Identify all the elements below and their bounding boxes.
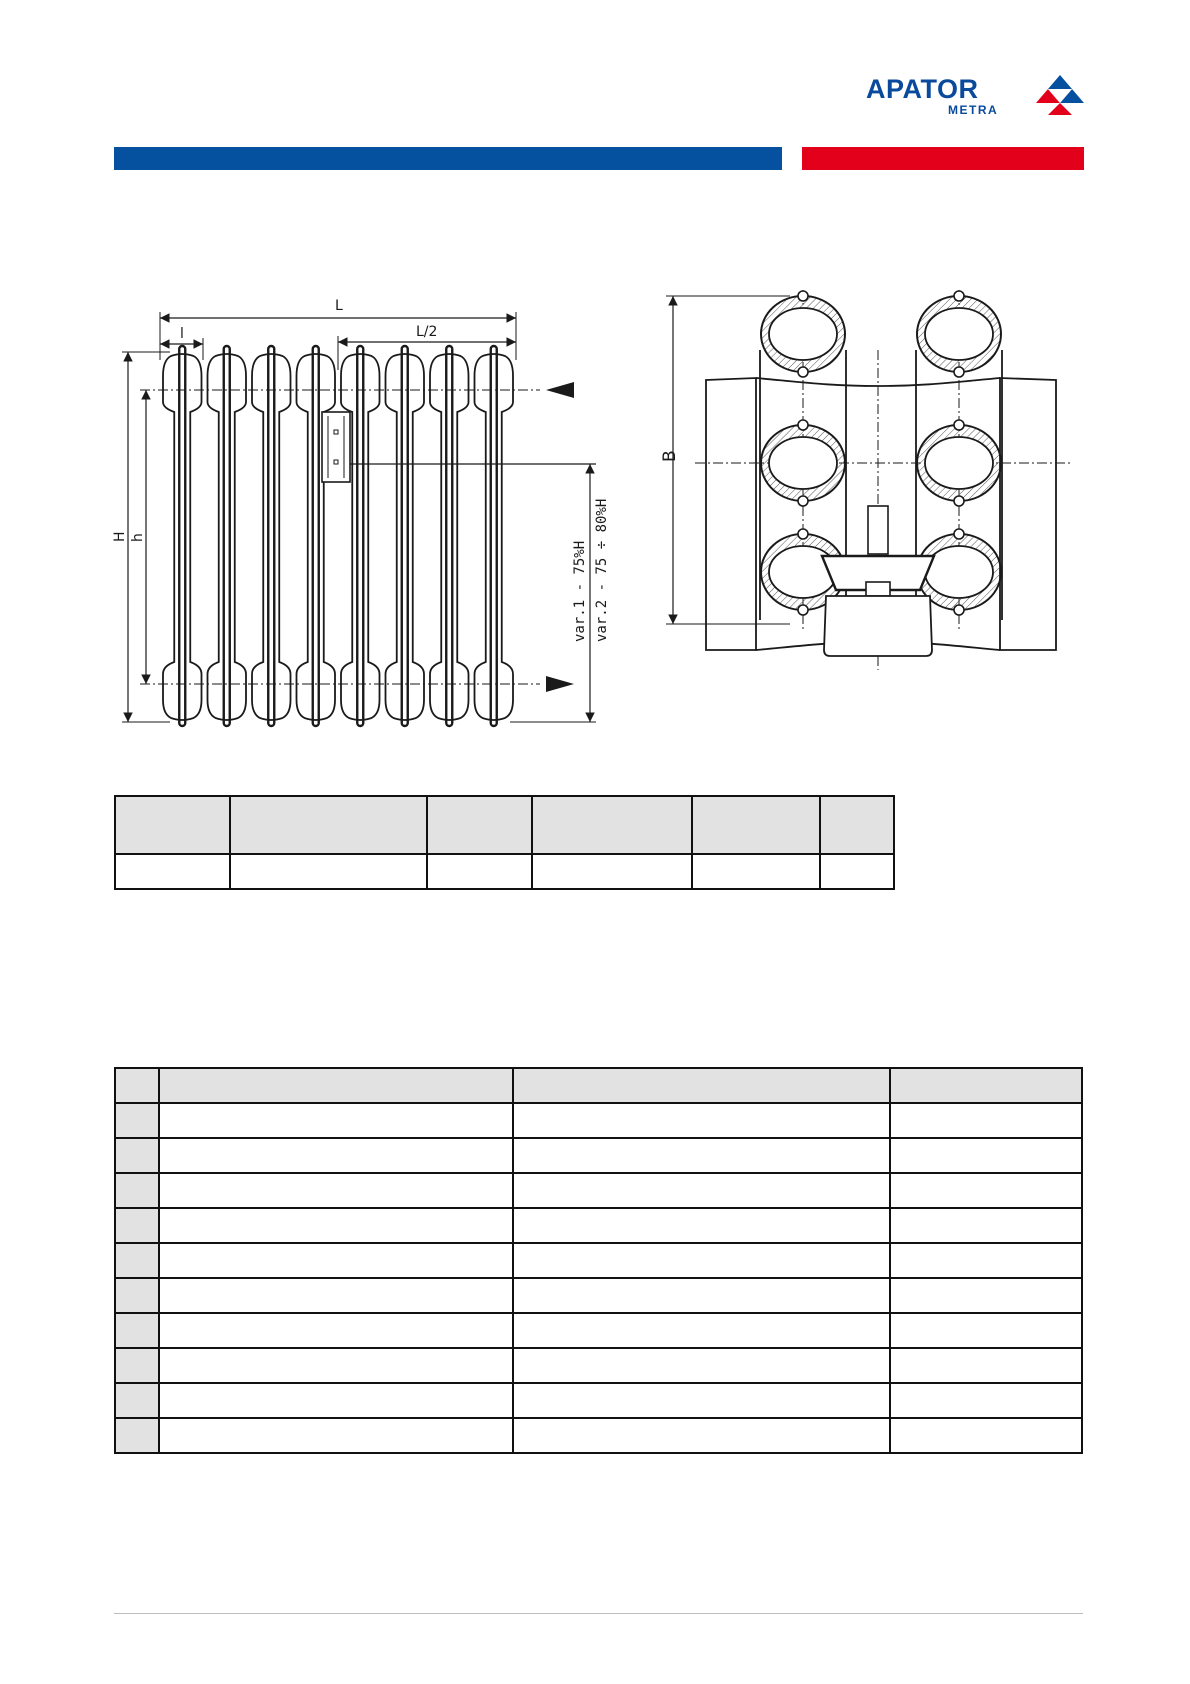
tube-fin bbox=[954, 420, 964, 430]
parts-cell bbox=[890, 1383, 1082, 1418]
parts-row bbox=[115, 1278, 1082, 1313]
tube-bore bbox=[925, 437, 993, 489]
parts-cell bbox=[159, 1348, 513, 1383]
parts-cell bbox=[890, 1348, 1082, 1383]
brand-name: APATOR bbox=[866, 74, 979, 104]
parts-number-cell bbox=[115, 1348, 159, 1383]
parts-cell bbox=[890, 1173, 1082, 1208]
params-header-cell bbox=[532, 796, 692, 854]
parts-row bbox=[115, 1103, 1082, 1138]
tube-fin bbox=[798, 605, 808, 615]
tube-fin bbox=[954, 291, 964, 301]
parts-cell bbox=[513, 1383, 890, 1418]
radiator-section-core bbox=[446, 346, 452, 726]
parts-number-cell bbox=[115, 1103, 159, 1138]
parameters-table bbox=[114, 795, 895, 890]
parts-header-cell bbox=[115, 1068, 159, 1103]
dim-depth-label: B bbox=[660, 450, 680, 462]
radiator-section-core bbox=[268, 346, 274, 726]
dim-height-label: H bbox=[112, 531, 128, 542]
tube-fin bbox=[954, 529, 964, 539]
parts-cell bbox=[159, 1418, 513, 1453]
radiator-section-core bbox=[313, 346, 319, 726]
parts-cell bbox=[513, 1278, 890, 1313]
parts-row bbox=[115, 1348, 1082, 1383]
parts-row bbox=[115, 1313, 1082, 1348]
variant2-label: var.2 - 75 ÷ 80%H bbox=[594, 498, 610, 642]
parts-row bbox=[115, 1243, 1082, 1278]
params-value-cell bbox=[532, 854, 692, 889]
parts-number-cell bbox=[115, 1418, 159, 1453]
params-header-cell bbox=[115, 796, 230, 854]
parts-table bbox=[114, 1067, 1083, 1454]
side-view bbox=[666, 290, 1070, 670]
parts-number-cell bbox=[115, 1138, 159, 1173]
radiator-section bbox=[163, 354, 202, 720]
parts-cell bbox=[890, 1243, 1082, 1278]
radiator-section bbox=[252, 354, 291, 720]
parts-cell bbox=[890, 1418, 1082, 1453]
parts-cell bbox=[159, 1138, 513, 1173]
params-value-cell bbox=[427, 854, 532, 889]
tube-fin bbox=[798, 529, 808, 539]
params-header-cell bbox=[692, 796, 820, 854]
parts-cell bbox=[513, 1313, 890, 1348]
parts-cell bbox=[513, 1208, 890, 1243]
parts-cell bbox=[513, 1348, 890, 1383]
params-value-cell bbox=[820, 854, 894, 889]
parts-cell bbox=[513, 1103, 890, 1138]
radiator-section bbox=[341, 354, 380, 720]
tube-bore bbox=[769, 546, 837, 598]
dim-section-label: l bbox=[180, 326, 184, 342]
tube-bore bbox=[925, 308, 993, 360]
radiator-technical-drawing bbox=[110, 290, 1070, 730]
tube-fin bbox=[954, 496, 964, 506]
apator-logo-icon bbox=[1036, 75, 1084, 117]
parts-number-cell bbox=[115, 1173, 159, 1208]
parts-cell bbox=[513, 1418, 890, 1453]
radiator-section-core bbox=[491, 346, 497, 726]
parts-cell bbox=[890, 1278, 1082, 1313]
parts-cell bbox=[159, 1383, 513, 1418]
parts-header-cell bbox=[513, 1068, 890, 1103]
parts-row bbox=[115, 1173, 1082, 1208]
parts-cell bbox=[159, 1313, 513, 1348]
parts-number-cell bbox=[115, 1278, 159, 1313]
tube-fin bbox=[798, 496, 808, 506]
parts-number-cell bbox=[115, 1313, 159, 1348]
parts-cell bbox=[159, 1243, 513, 1278]
dim-axis-height-label: h bbox=[130, 533, 146, 542]
parts-row bbox=[115, 1383, 1082, 1418]
radiator-section-core bbox=[224, 346, 230, 726]
radiator-section bbox=[475, 354, 514, 720]
parts-number-cell bbox=[115, 1243, 159, 1278]
tube-fin bbox=[954, 605, 964, 615]
parts-cell bbox=[890, 1208, 1082, 1243]
params-header-cell bbox=[427, 796, 532, 854]
tube-bore bbox=[925, 546, 993, 598]
parts-row bbox=[115, 1138, 1082, 1173]
variant1-label: var.1 - 75%H bbox=[572, 540, 588, 642]
parts-cell bbox=[159, 1103, 513, 1138]
parts-cell bbox=[159, 1173, 513, 1208]
parts-row bbox=[115, 1418, 1082, 1453]
parts-number-cell bbox=[115, 1208, 159, 1243]
dim-half-length-label: L/2 bbox=[416, 324, 438, 340]
parts-header-cell bbox=[159, 1068, 513, 1103]
radiator-section-core bbox=[402, 346, 408, 726]
radiator-section-core bbox=[179, 346, 185, 726]
params-value-cell bbox=[230, 854, 427, 889]
parts-row bbox=[115, 1208, 1082, 1243]
parts-header-cell bbox=[890, 1068, 1082, 1103]
header-bar-red bbox=[802, 147, 1084, 170]
tube-fin bbox=[798, 420, 808, 430]
tube-fin bbox=[798, 367, 808, 377]
radiator-section bbox=[208, 354, 247, 720]
front-view bbox=[122, 312, 596, 726]
parts-cell bbox=[513, 1243, 890, 1278]
parts-cell bbox=[513, 1173, 890, 1208]
tube-fin bbox=[954, 367, 964, 377]
params-value-cell bbox=[692, 854, 820, 889]
header-bar-blue bbox=[114, 147, 782, 170]
radiator-section bbox=[386, 354, 425, 720]
parts-cell bbox=[890, 1138, 1082, 1173]
parts-number-cell bbox=[115, 1383, 159, 1418]
tube-bore bbox=[769, 308, 837, 360]
brand-subname: METRA bbox=[948, 103, 999, 117]
parts-cell bbox=[890, 1103, 1082, 1138]
radiator-section bbox=[297, 354, 336, 720]
parts-cell bbox=[159, 1278, 513, 1313]
parts-cell bbox=[890, 1313, 1082, 1348]
radiator-section bbox=[430, 354, 469, 720]
params-value-cell bbox=[115, 854, 230, 889]
params-header-cell bbox=[820, 796, 894, 854]
parts-cell bbox=[513, 1138, 890, 1173]
dim-length-label: L bbox=[335, 298, 343, 314]
tube-fin bbox=[798, 291, 808, 301]
radiator-section-core bbox=[357, 346, 363, 726]
tube-bore bbox=[769, 437, 837, 489]
footer-rule bbox=[114, 1613, 1083, 1614]
parts-cell bbox=[159, 1208, 513, 1243]
params-header-cell bbox=[230, 796, 427, 854]
